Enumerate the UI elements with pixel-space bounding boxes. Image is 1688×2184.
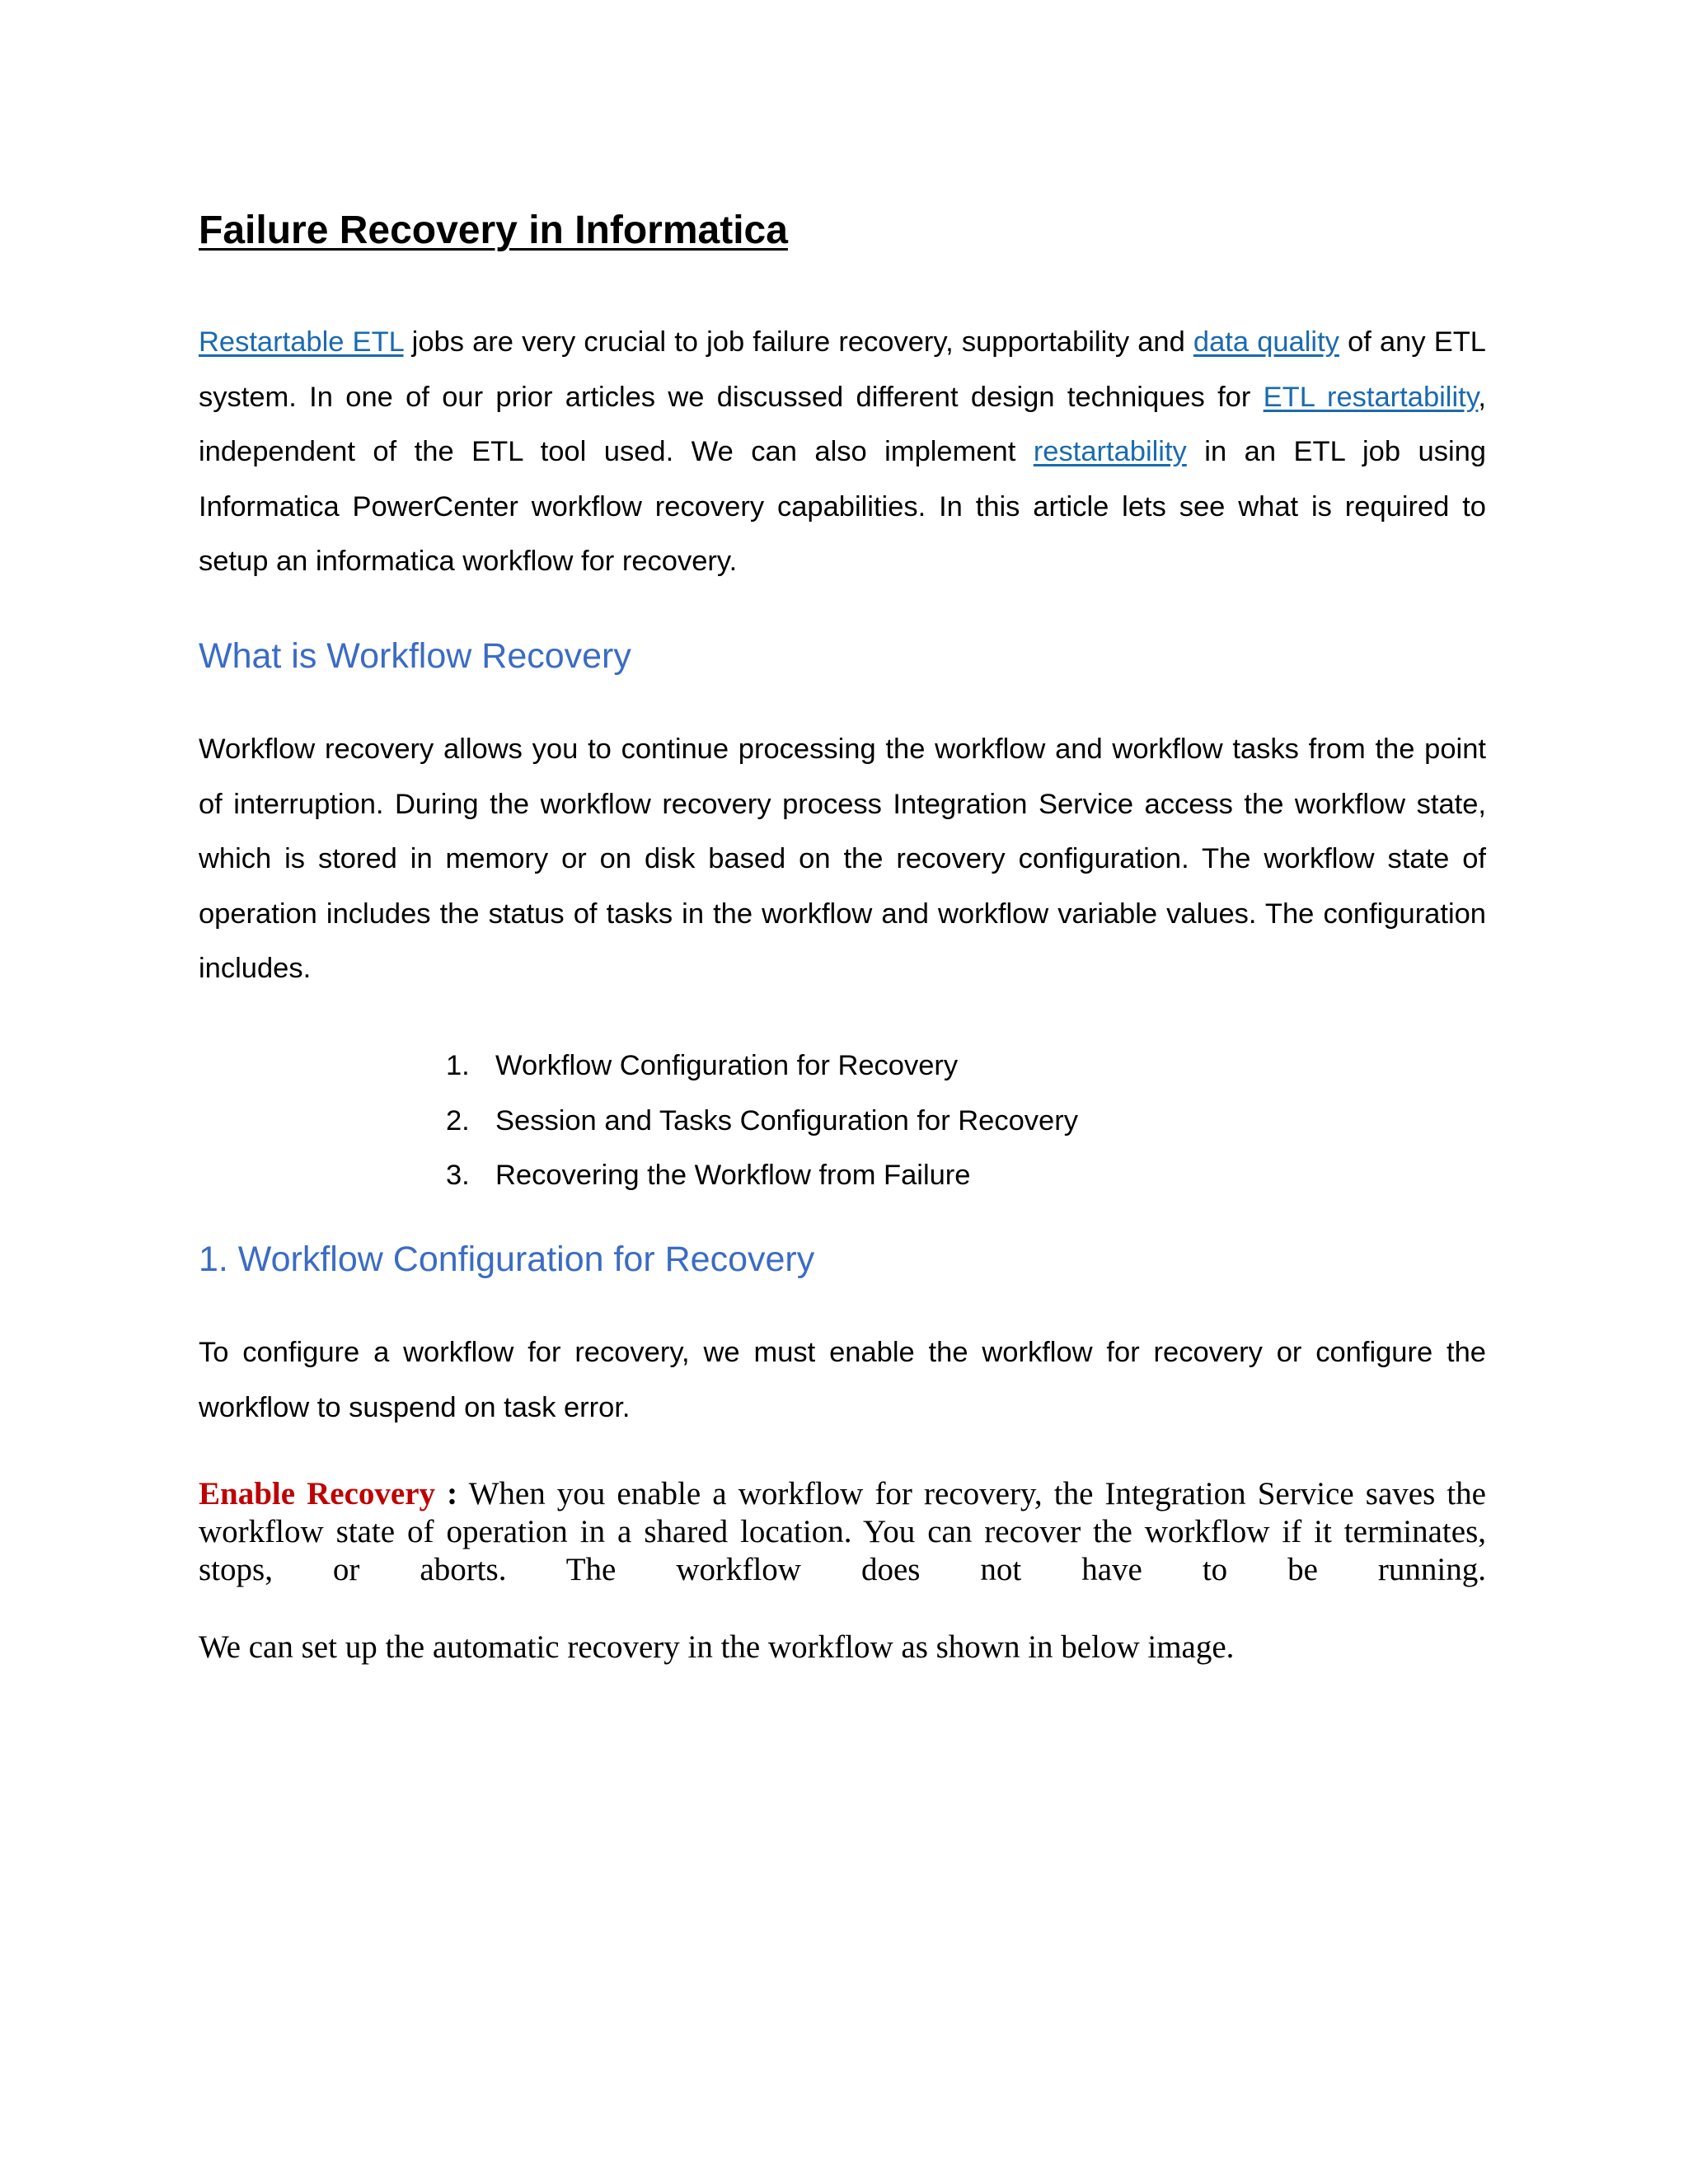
link-data-quality[interactable]: data quality: [1193, 326, 1339, 358]
intro-text-2: of any ETL system. In one of our prior articles we discussed different design techniques for: [199, 326, 1486, 413]
closing-paragraph: We can set up the automatic recovery in the workflow as shown in below image.: [199, 1629, 1235, 1665]
workflow-configuration-paragraph: To configure a workflow for recovery, we must enable the workflow for recovery or configure the workflow to suspend on task error.: [199, 1337, 1486, 1423]
link-etl-restartability[interactable]: ETL restartability: [1263, 381, 1479, 413]
list-item-number: 2.: [446, 1104, 470, 1137]
list-item-number: 1.: [446, 1050, 470, 1081]
list-item-number: 3.: [446, 1160, 470, 1191]
list-item: [199, 1148, 1486, 1203]
section-heading-what-is-workflow-recovery: What is Workflow Recovery: [199, 636, 631, 676]
page-title: Failure Recovery in Informatica: [199, 209, 788, 252]
list-item: [199, 1094, 1486, 1149]
link-restartable-etl[interactable]: Restartable ETL: [199, 326, 404, 358]
list-item-text: Session and Tasks Configuration for Recovery: [495, 1104, 1078, 1137]
section-heading-workflow-configuration: 1. Workflow Configuration for Recovery: [199, 1240, 815, 1279]
enable-recovery-paragraph: [199, 1475, 1486, 1589]
intro-text-3: , independent of the ETL tool used. We can also implement: [199, 381, 1486, 467]
workflow-recovery-paragraph: Workflow recovery allows you to continue processing the workflow and workflow tasks from the point of interruption. During the workflow recovery process Integration Service access the workflow state, which is stored in memory or on disk based on the recovery configuration. The workflow state of operation includes the status of tasks in the workflow and workflow variable values. The configuration includes.: [199, 733, 1486, 984]
list-item-text: Recovering the Workflow from Failure: [495, 1160, 971, 1191]
intro-paragraph: [199, 315, 1486, 589]
link-restartability[interactable]: restartability: [1033, 436, 1187, 467]
enable-recovery-text: When you enable a workflow for recovery, the Integration Service saves the workflow state of operation in a shared location. You can recover the workflow if it terminates, stops, or aborts. The workflow does not have to be running.: [199, 1476, 1486, 1587]
intro-text-1: jobs are very crucial to job failure recovery, supportability and: [403, 326, 1193, 358]
list-item: [199, 1038, 1486, 1094]
intro-text-4: in an ETL job using Informatica PowerCenter workflow recovery capabilities. In this article lets see what is required to setup an informatica workflow for recovery.: [199, 436, 1486, 577]
enable-recovery-colon: :: [435, 1476, 458, 1511]
list-item-text: Workflow Configuration for Recovery: [495, 1050, 959, 1081]
enable-recovery-label: Enable Recovery: [199, 1476, 436, 1511]
configuration-list: [199, 1038, 1486, 1203]
